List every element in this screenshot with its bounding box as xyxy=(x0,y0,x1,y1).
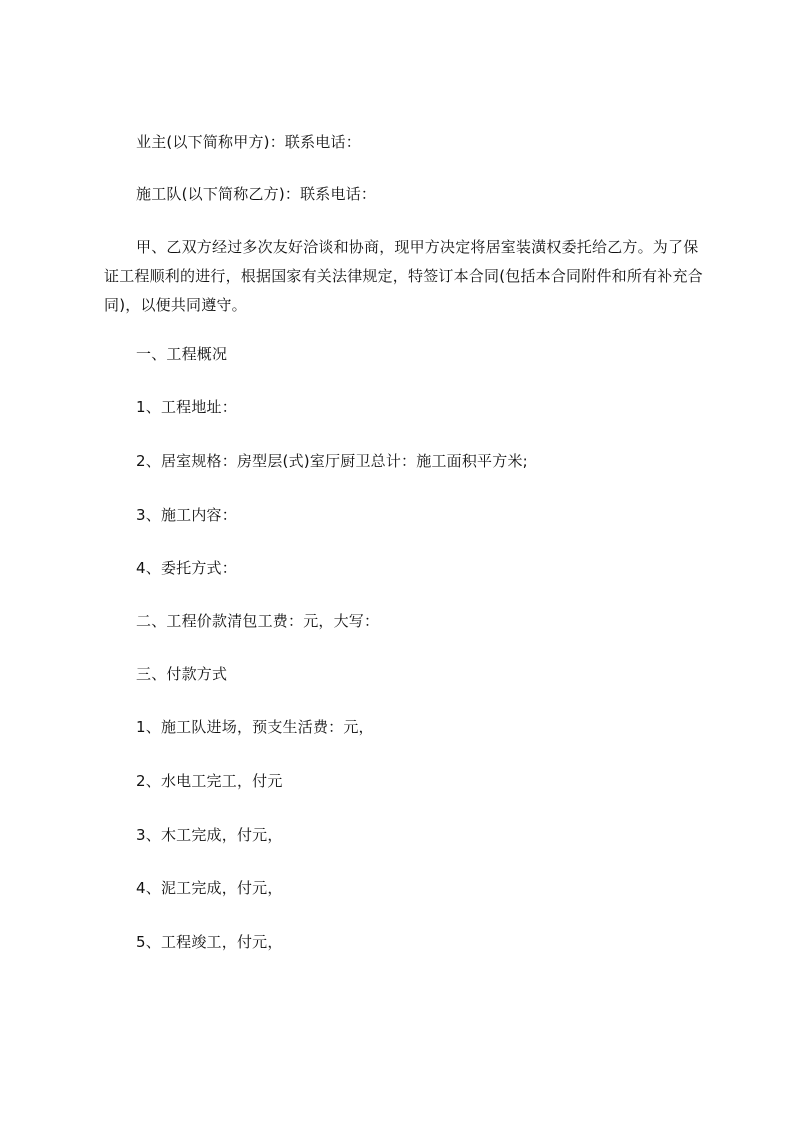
intro-paragraph: 甲、乙双方经过多次友好洽谈和协商，现甲方决定将居室装潢权委托给乙方。为了保证工程顺利的进行，根据国家有关法律规定，特签订本合同(包括本合同附件和所有补充合同)，以便共同遵守。 xyxy=(104,238,703,314)
list-item: 5、工程竣工，付元， xyxy=(136,933,283,951)
section-heading-price: 二、工程价款清包工费：元，大写： xyxy=(136,612,380,630)
list-item: 3、施工内容： xyxy=(136,506,237,524)
section-heading-overview: 一、工程概况 xyxy=(136,345,228,363)
list-item: 2、居室规格：房型层(式)室厅厨卫总计：施工面积平方米; xyxy=(136,452,528,470)
party-a-line: 业主(以下简称甲方)：联系电话： xyxy=(136,133,361,151)
list-item: 1、工程地址： xyxy=(136,398,237,416)
list-item: 4、泥工完成，付元， xyxy=(136,879,283,897)
list-item: 3、木工完成，付元， xyxy=(136,826,283,844)
section-heading-payment: 三、付款方式 xyxy=(136,665,228,683)
list-item: 1、施工队进场，预支生活费：元， xyxy=(136,718,374,736)
list-item: 4、委托方式： xyxy=(136,559,237,577)
party-b-line: 施工队(以下简称乙方)：联系电话： xyxy=(136,185,377,203)
list-item: 2、水电工完工，付元 xyxy=(136,772,283,790)
